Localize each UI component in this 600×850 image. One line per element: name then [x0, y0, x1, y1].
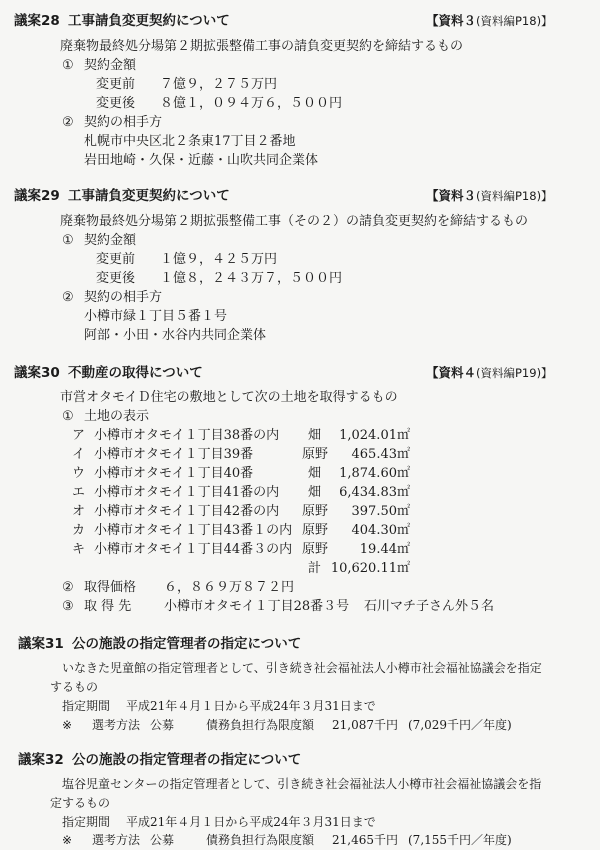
section-marker: ②	[62, 580, 74, 595]
method-label: 選考方法	[92, 833, 141, 847]
land-letter: カ	[72, 523, 86, 538]
section-label: 土地の表示	[84, 409, 150, 424]
after-value: １億８，２４３万７，５００円	[160, 271, 343, 286]
item-summary: 市営オタモイＤ住宅の敷地として次の土地を取得するもの	[60, 390, 398, 405]
section-marker: ②	[62, 115, 74, 130]
section-marker: ③	[62, 599, 74, 614]
period-label: 指定期間	[62, 699, 111, 713]
land-category: 畑	[308, 466, 322, 481]
price-label: 取得価格	[84, 580, 137, 595]
item-heading-title: 公の施設の指定管理者の指定について	[72, 752, 302, 768]
land-location: 小樽市オタモイ１丁目40番	[94, 466, 254, 481]
section-marker: ①	[62, 58, 74, 73]
land-area: 19.44㎡	[359, 542, 410, 557]
land-location: 小樽市オタモイ１丁目43番１の内	[94, 523, 293, 538]
after-label: 変更後	[96, 271, 136, 286]
item-heading-number: 議案32	[18, 752, 64, 768]
before-label: 変更前	[96, 77, 136, 92]
period-value: 平成21年４月１日から平成24年３月31日まで	[126, 815, 376, 829]
land-category: 畑	[308, 485, 322, 500]
item-heading-title: 工事請負変更契約について	[68, 13, 230, 29]
debt-value: 21,087千円	[332, 718, 398, 732]
price-value: ６，８６９万８７２円	[164, 580, 295, 595]
party-address: 札幌市中央区北２条東17丁目２番地	[84, 134, 296, 149]
debt-label: 債務負担行為限度額	[206, 718, 315, 732]
land-letter: ア	[72, 428, 86, 443]
section-label: 契約金額	[84, 233, 137, 248]
after-value: ８億１，０９４万６，５００円	[160, 96, 343, 111]
period-label: 指定期間	[62, 815, 111, 829]
item-body: 定するもの	[50, 796, 111, 810]
item-heading-number: 議案31	[18, 636, 64, 652]
debt-value: 21,465千円	[332, 833, 398, 847]
land-letter: エ	[72, 485, 86, 500]
party-address: 小樽市緑１丁目５番１号	[84, 309, 228, 324]
item-body: するもの	[50, 680, 99, 694]
acquirer-label: 取 得 先	[84, 599, 132, 614]
land-location: 小樽市オタモイ１丁目41番の内	[94, 485, 280, 500]
debt-label: 債務負担行為限度額	[206, 833, 315, 847]
item-body: いなきた児童館の指定管理者として、引き続き社会福祉法人小樽市社会福祉協議会を指定	[62, 661, 542, 675]
method-value: 公募	[150, 718, 175, 732]
land-letter: オ	[72, 504, 86, 519]
reference-label: 【資料３(資料編P18)】	[426, 13, 553, 28]
section-marker: ①	[62, 233, 74, 248]
debt-annual: (7,155千円／年度)	[408, 833, 512, 847]
item-body: 塩谷児童センターの指定管理者として、引き続き社会福祉法人小樽市社会福祉協議会を指	[62, 777, 542, 791]
method-label: 選考方法	[92, 718, 141, 732]
total-value: 10,620.11㎡	[330, 561, 410, 576]
land-area: 1,024.01㎡	[339, 428, 410, 443]
reference-label: 【資料３(資料編P18)】	[426, 188, 553, 203]
method-value: 公募	[150, 833, 175, 847]
acquirer-name: 石川マチ子さん外５名	[364, 599, 495, 614]
section-marker: ①	[62, 409, 74, 424]
item-heading-title: 公の施設の指定管理者の指定について	[72, 636, 302, 652]
land-letter: イ	[72, 447, 86, 462]
land-letter: ウ	[72, 466, 86, 481]
land-area: 404.30㎡	[351, 523, 410, 538]
item-heading-number: 議案29	[14, 188, 60, 204]
reference-label: 【資料４(資料編P19)】	[426, 365, 553, 380]
item-heading-title: 工事請負変更契約について	[68, 188, 230, 204]
note-mark: ※	[62, 718, 73, 732]
debt-annual: (7,029千円／年度)	[408, 718, 512, 732]
item-heading-title: 不動産の取得について	[68, 365, 203, 381]
land-area: 1,874.60㎡	[339, 466, 410, 481]
section-label: 契約金額	[84, 58, 137, 73]
before-label: 変更前	[96, 252, 136, 267]
land-category: 原野	[302, 447, 329, 462]
land-category: 畑	[308, 428, 322, 443]
note-mark: ※	[62, 833, 73, 847]
section-marker: ②	[62, 290, 74, 305]
land-area: 397.50㎡	[351, 504, 410, 519]
land-category: 原野	[302, 504, 329, 519]
land-area: 465.43㎡	[351, 447, 410, 462]
before-value: ７億９，２７５万円	[160, 77, 278, 92]
item-summary: 廃棄物最終処分場第２期拡張整備工事（その２）の請負変更契約を締結するもの	[60, 214, 529, 229]
after-label: 変更後	[96, 96, 136, 111]
land-category: 原野	[302, 542, 329, 557]
item-summary: 廃棄物最終処分場第２期拡張整備工事の請負変更契約を締結するもの	[60, 39, 464, 54]
land-area: 6,434.83㎡	[339, 485, 410, 500]
item-heading-number: 議案28	[14, 13, 60, 29]
acquirer-address: 小樽市オタモイ１丁目28番３号	[164, 599, 350, 614]
section-label: 契約の相手方	[84, 115, 163, 130]
period-value: 平成21年４月１日から平成24年３月31日まで	[126, 699, 376, 713]
section-label: 契約の相手方	[84, 290, 163, 305]
party-name: 阿部・小田・水谷内共同企業体	[84, 328, 267, 343]
land-location: 小樽市オタモイ１丁目44番３の内	[94, 542, 293, 557]
land-category: 原野	[302, 523, 329, 538]
land-location: 小樽市オタモイ１丁目38番の内	[94, 428, 280, 443]
item-heading-number: 議案30	[14, 365, 60, 381]
before-value: １億９，４２５万円	[160, 252, 278, 267]
total-label: 計	[308, 561, 322, 576]
land-location: 小樽市オタモイ１丁目42番の内	[94, 504, 280, 519]
land-letter: キ	[72, 542, 86, 557]
land-location: 小樽市オタモイ１丁目39番	[94, 447, 254, 462]
party-name: 岩田地崎・久保・近藤・山吹共同企業体	[84, 153, 319, 168]
